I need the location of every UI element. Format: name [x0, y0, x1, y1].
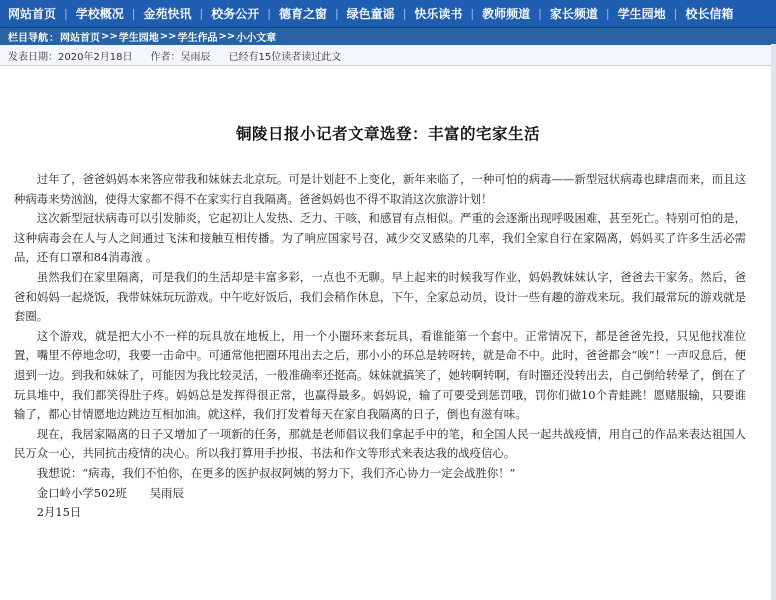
article-paragraph: 现在，我居家隔离的日子又增加了一项新的任务，那就是老师倡议我们拿起手中的笔，和全国人民一起共战疫情，用自己的作品来表达祖国人民万众一心，共同抗击疫情的决心。所以我打算用手抄报、书法和作文等形式来表达我的战疫信心。 [14, 426, 746, 461]
nav-separator: | [402, 7, 407, 20]
nav-separator: | [538, 7, 542, 20]
nav-item-moral[interactable]: 德育之窗 [278, 7, 327, 21]
article-paragraph: 过年了，爸爸妈妈本来答应带我和妹妹去北京玩。可是计划赶不上变化，新年来临了，一种可怕的病毒——新型冠状病毒也肆虐而来，而且这种病毒来势汹汹，使得大家都不得不在家实行自我隔离。爸爸妈妈也不得不取消这次旅游计划！ [14, 172, 746, 206]
nav-item-mailbox[interactable]: 校长信箱 [685, 7, 734, 21]
view-count: 已经有15位读者读过此文 [228, 51, 342, 63]
breadcrumb-arrow: >> [218, 31, 236, 42]
article-container [0, 122, 776, 523]
nav-separator: | [605, 7, 610, 20]
article-author: 作者：吴雨辰 [150, 51, 211, 63]
breadcrumb-label: 栏目导航 [8, 33, 48, 44]
breadcrumb-arrow: >> [159, 31, 177, 42]
article-info-bar [0, 45, 776, 66]
breadcrumb-works[interactable]: 学生作品 [177, 33, 218, 44]
nav-item-school-overview[interactable]: 学校概况 [75, 7, 124, 21]
breadcrumb-home[interactable]: 网站首页 [60, 33, 100, 44]
nav-separator: | [131, 7, 136, 20]
article-body [10, 170, 766, 523]
top-nav-bar [0, 0, 776, 28]
article-paragraph: 我想说：“病毒，我们不怕你，在更多的医护叔叔阿姨的努力下，我们齐心协力一定会战胜你！” [36, 465, 516, 480]
nav-separator: | [673, 7, 678, 20]
nav-item-affairs[interactable]: 校务公开 [211, 7, 260, 21]
article-paragraph: 这次新型冠状病毒可以引发肺炎，它起初让人发热、乏力、干咳，和感冒有点相似。严重的会逐渐出现呼吸困难，甚至死亡。特别可怕的是，这种病毒会在人与人之间通过飞沫和接触互相传播。为了响应国家号召，减少交叉感染的几率，我们全家自行在家隔离，妈妈买了许多生活必需品，还有口罩和84消毒液 。 [14, 211, 746, 265]
nav-separator: | [267, 7, 271, 20]
article-date: 2月15日 [36, 505, 82, 520]
publish-date: 发表日期：2020年2月18日 [8, 51, 133, 63]
breadcrumb-current[interactable]: 小小文章 [236, 33, 277, 44]
nav-item-parents[interactable]: 家长频道 [549, 7, 598, 21]
nav-item-rhymes[interactable]: 绿色童谣 [346, 7, 395, 21]
nav-separator: | [470, 7, 475, 20]
nav-separator: | [64, 7, 68, 20]
nav-item-home[interactable]: 网站首页 [8, 7, 57, 21]
article-signature: 金口岭小学502班 吴雨辰 [36, 485, 184, 500]
nav-item-news[interactable]: 金苑快讯 [143, 7, 192, 21]
nav-item-teachers[interactable]: 教师频道 [482, 7, 531, 21]
nav-item-reading[interactable]: 快乐读书 [414, 7, 463, 21]
article-paragraph: 虽然我们在家里隔离，可是我们的生活却是丰富多彩，一点也不无聊。早上起来的时候我写作业，妈妈教妹妹认字，爸爸去干家务。然后，爸爸和妈妈一起烧饭，我带妹妹玩玩游戏。中午吃好饭后，我们会稍作休息，下午，全家总动员，设计一些有趣的游戏来玩。我们最常玩的游戏就是套圈。 [14, 269, 746, 324]
article-title: 铜陵日报小记者文章选登：丰富的宅家生活 [235, 124, 540, 143]
nav-item-students[interactable]: 学生园地 [617, 7, 666, 21]
article-paragraph: 这个游戏，就是把大小不一样的玩具放在地板上，用一个小圈环来套玩具，看谁能第一个套中。正常情况下，都是爸爸先投，只见他找准位置，嘴里不停地念叨，我要一击命中。可通常他把圈环甩出去之后，那小小的环总是转呀转，就是命不中。此时，爸爸都会“唉”！一声叹息后，便退到一边。到我和妹妹了，可能因为我比较灵活，一般准确率还挺高。妹妹就搞笑了，她转啊转啊，有时圈还没转出去，自己倒给转晕了，倒在了玩具堆中，我们都笑得肚子疼。妈妈总是发挥得很正常，也赢得最多。妈妈说，输了可要受到惩罚哦，罚你们做10个青蛙跳！愿赌服输，只要谁输了，都心甘情愿地边跳边互相加油。就这样，我们打发着每天在家自我隔离的日子，倒也有滋有味。 [14, 328, 746, 422]
nav-separator: | [199, 7, 204, 20]
breadcrumb-arrow: >> [101, 31, 118, 42]
nav-separator: | [334, 7, 339, 20]
breadcrumb-arrow: ： [49, 33, 59, 44]
breadcrumb [0, 28, 776, 45]
page-scrollbar[interactable] [771, 44, 776, 600]
breadcrumb-students[interactable]: 学生园地 [118, 33, 159, 44]
